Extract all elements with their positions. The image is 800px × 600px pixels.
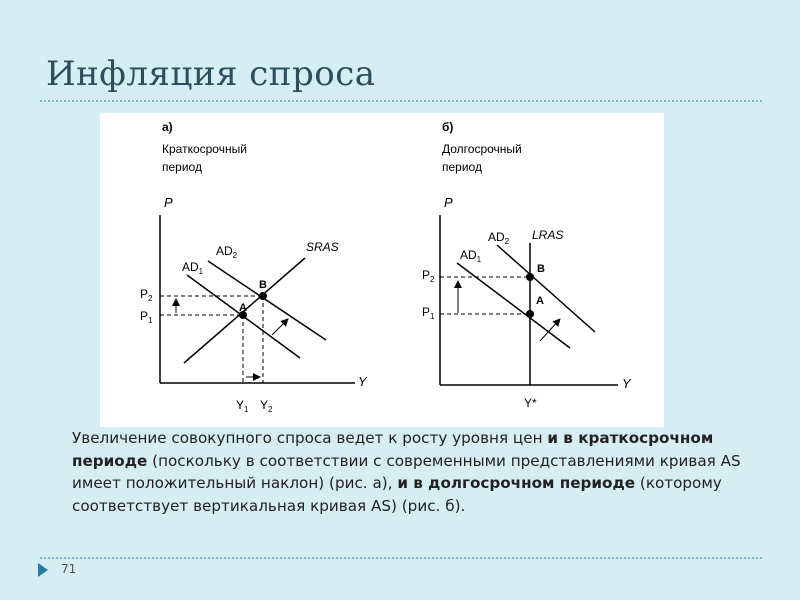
panel-a-sras-label: SRAS [306,240,339,254]
panel-a-ad1-label: $AD_1$ [182,260,204,276]
panel-b-ystar-label: Y* [524,396,537,410]
body-text-part-3: (которому соответствует вертикальная кривая AS) (рис. б). [72,474,722,515]
panel-a-letter: а) [162,120,173,134]
panel-b-caption-line2: период [442,160,482,174]
panel-a-point-b [259,292,267,300]
panel-b-ad2-curve [497,245,595,332]
panel-a-p1-label: $P_1$ [140,309,153,325]
panel-b-ad1-label: $AD_1$ [460,248,482,264]
page-number: 71 [61,562,77,576]
panel-b-point-a-label: A [536,295,544,307]
panel-b-p1-label: $P_1$ [422,305,435,321]
panel-b-caption-line1: Долгосрочный [442,142,522,156]
panel-a-x-axis-label: Y [358,374,367,389]
ad-as-diagram [100,113,664,427]
panel-a-ad2-curve [208,261,326,340]
panel-a-y2-label: $Y_2$ [260,398,273,414]
panel-b-point-b-label: B [537,263,545,275]
slide-title: Инфляция спроса [46,54,376,94]
panel-b-lras-label: LRAS [532,228,564,242]
body-text-part-1: Увеличение совокупного спроса ведет к росту уровня цен [72,429,548,447]
panel-a-ad-shift-arrow [272,319,288,335]
panel-a [140,120,368,414]
panel-a-y1-label: $Y_1$ [236,398,249,414]
panel-a-y-axis-label: P [164,195,173,210]
body-text-emphasis-long-run: и в долгосрочном периоде [397,474,636,492]
body-text-emphasis-short-run: и в краткосрочном периоде [72,429,714,470]
panel-b-ad1-curve [457,263,570,348]
play-arrow-icon[interactable] [38,563,48,577]
panel-b [422,120,632,410]
panel-b-p2-label: $P_2$ [422,268,435,284]
panel-a-caption-line1: Краткосрочный [162,142,247,156]
panel-a-p2-label: $P_2$ [140,287,153,303]
panel-b-y-axis-label: P [444,195,453,210]
panel-a-caption-line2: период [162,160,202,174]
footer-divider [40,557,762,559]
body-paragraph [72,427,742,517]
panel-b-ad2-label: $AD_2$ [488,230,510,246]
panel-b-point-a [526,310,534,318]
body-text-part-2: (поскольку в соответствии с современными представлениями кривая AS имеет положительный наклон) (рис. а), [72,451,741,492]
ad-as-figure [100,113,664,427]
panel-a-ad2-label: $AD_2$ [216,244,238,260]
panel-a-point-b-label: B [259,279,267,291]
panel-a-point-a-label: A [239,302,247,314]
panel-b-point-b [526,273,534,281]
panel-b-x-axis-label: Y [622,376,631,391]
title-divider [40,100,762,102]
panel-b-letter: б) [442,120,454,134]
